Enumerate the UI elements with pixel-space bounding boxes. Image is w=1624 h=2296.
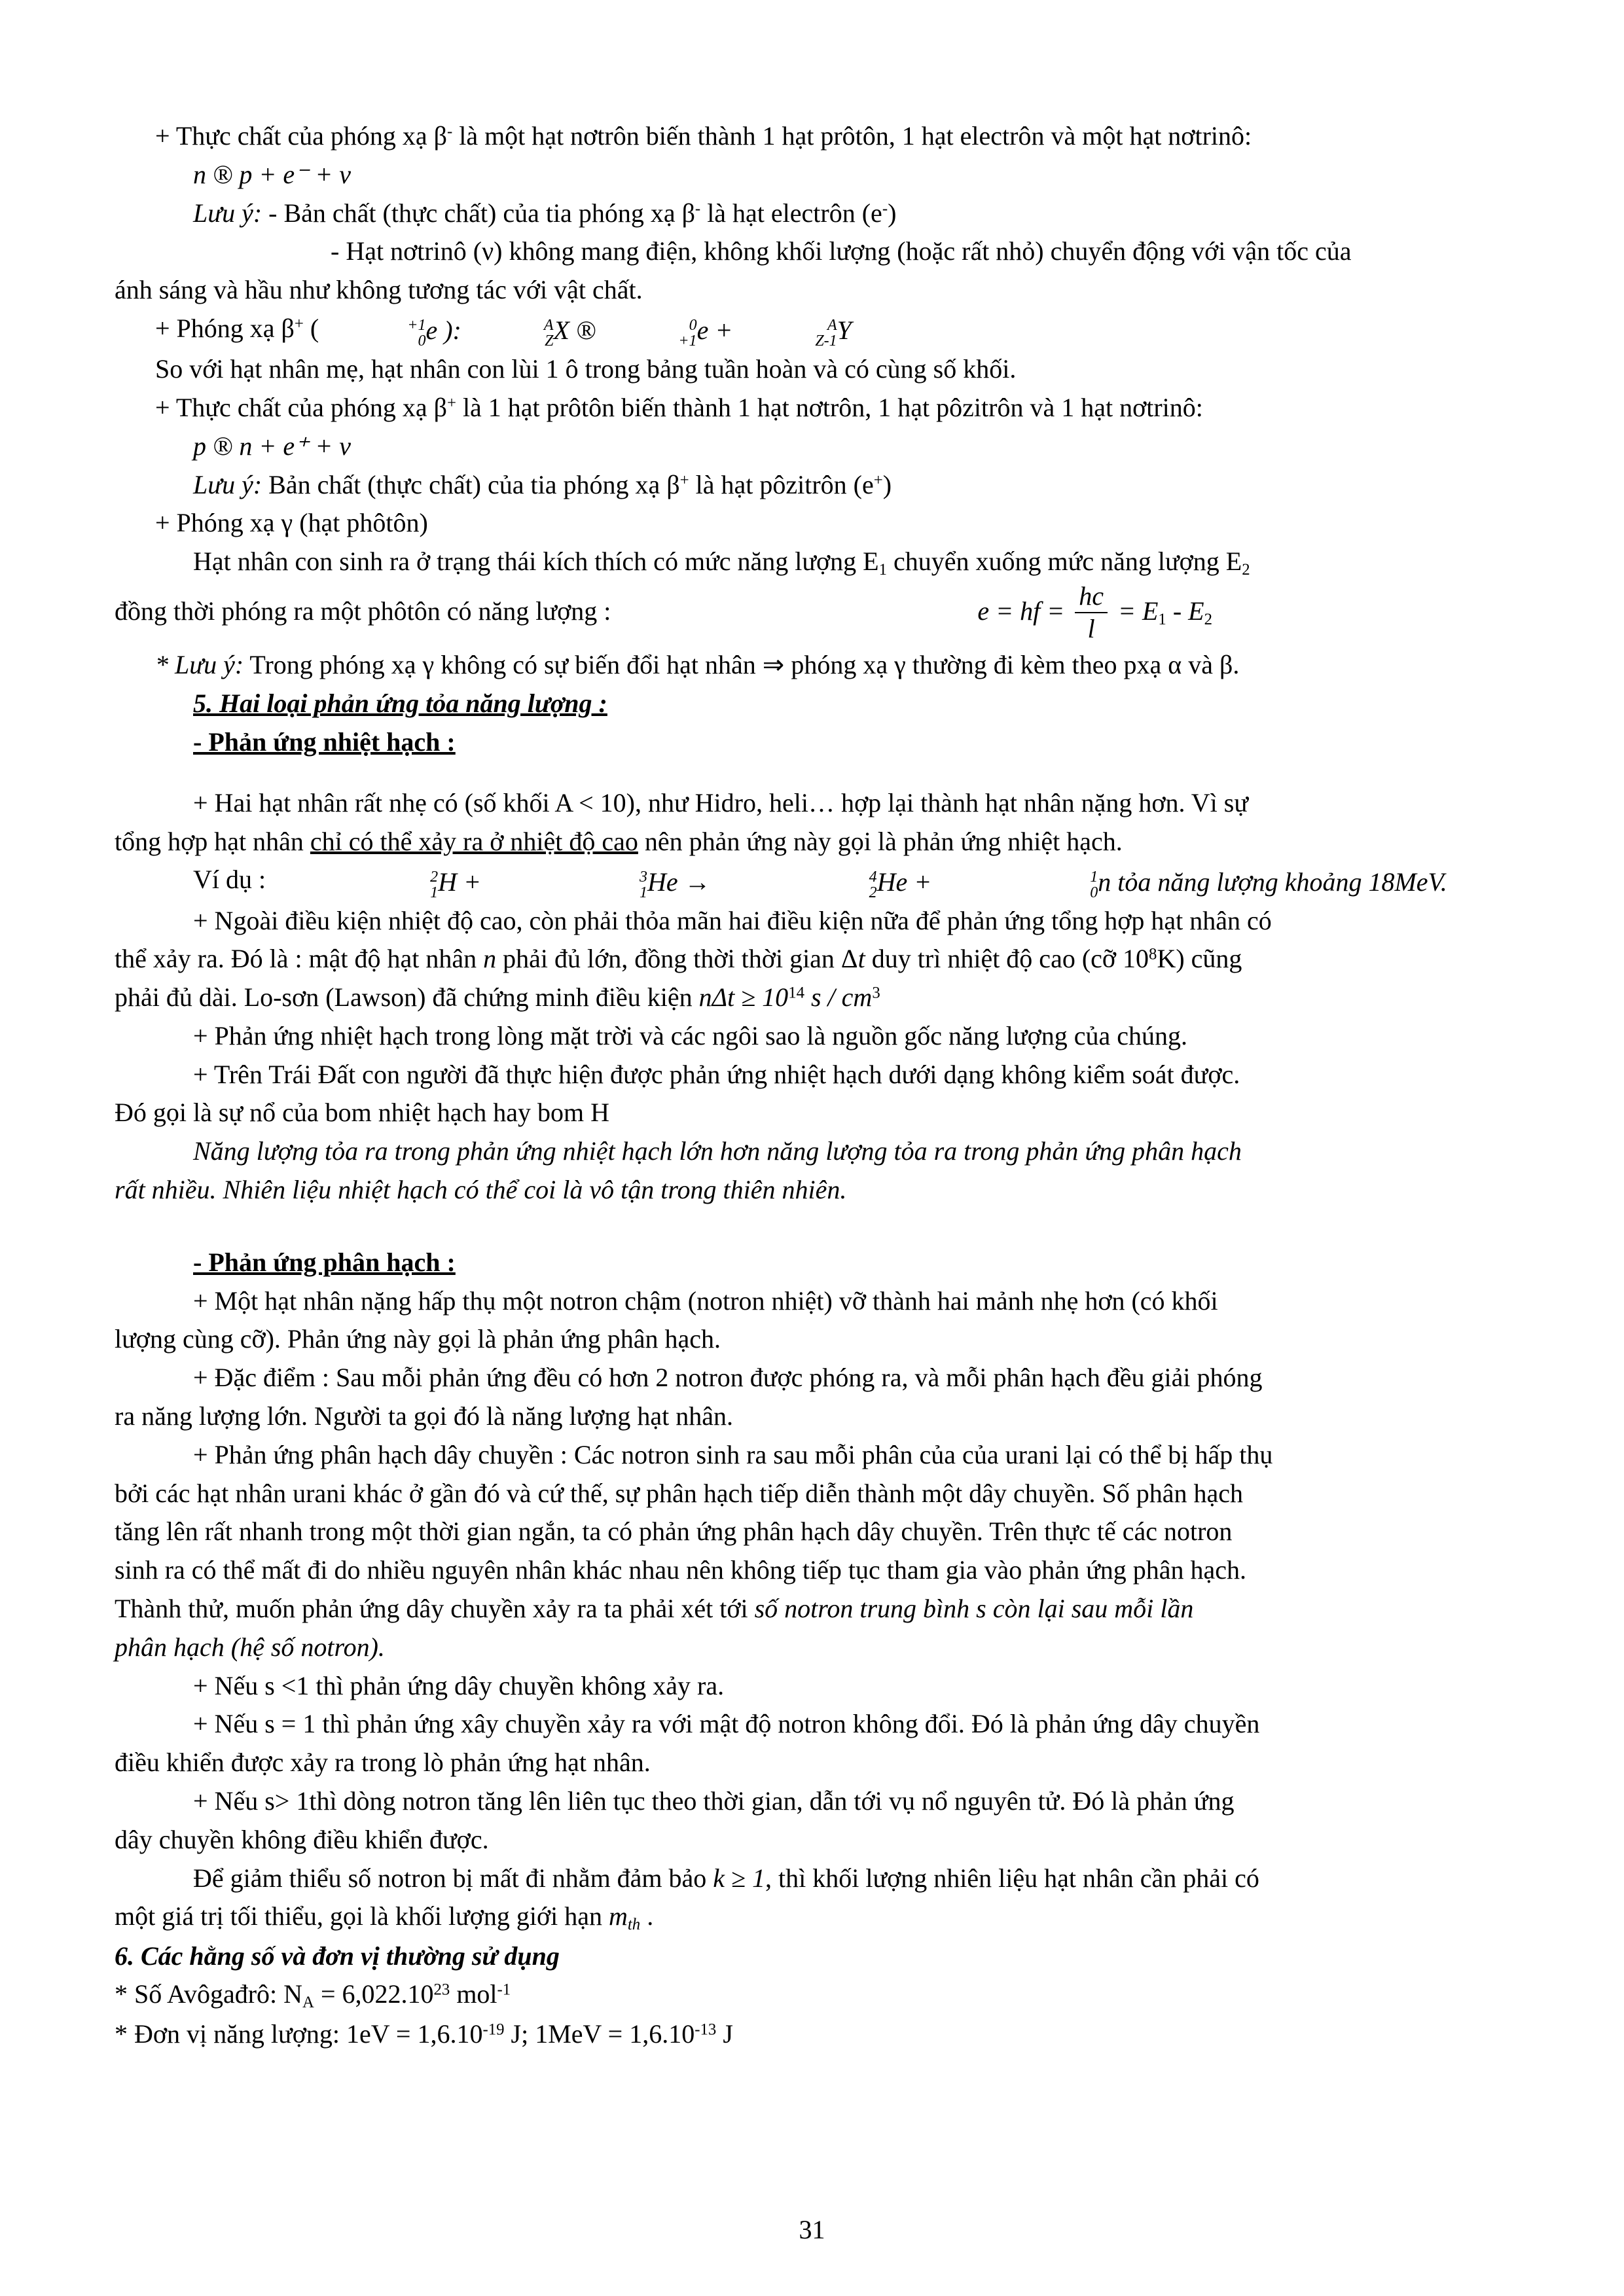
paragraph-gamma-levels	[115, 543, 1509, 581]
paragraph-note-2	[115, 467, 1509, 504]
nuclide-indices: 0 +1	[678, 317, 697, 350]
text-run: (	[303, 313, 326, 343]
text-run: ra năng lượng lớn. Người ta gọi đó là năng lượng hạt nhân.	[115, 1401, 734, 1431]
equation-beta-plus-decay	[115, 428, 1509, 465]
subscript: th	[627, 1916, 641, 1934]
paragraph-beta-plus-equation	[115, 310, 1509, 350]
heading-text: 5. Hai loại phản ứng tỏa năng lượng :	[193, 689, 607, 719]
text-run: * Số Avôgađrô: N	[115, 1979, 303, 2009]
paragraph-chain-2	[115, 1475, 1509, 1513]
text-run: sinh ra có thể mất đi do nhiều nguyên nhân khác nhau nên không tiếp tục tham gia vào phản ứng phân hạch.	[115, 1555, 1247, 1585]
text-run: - Bản chất (thực chất) của tia phóng xạ β	[262, 198, 695, 228]
nuclide-indices: 3 1	[640, 868, 648, 901]
text-run: Để giảm thiểu số notron bị mất đi nhằm đảm bảo	[193, 1863, 713, 1893]
page-number: 31	[799, 2215, 825, 2244]
equation-rhs: = E	[1111, 596, 1159, 626]
heading-text: - Phản ứng nhiệt hạch :	[193, 726, 456, 757]
paragraph-photon-energy	[115, 583, 1509, 645]
text-run: + Hai hạt nhân rất nhẹ có (số khối A < 10), như Hidro, heli… hợp lại thành hạt nhân nặng hơn. Vì sự	[193, 787, 1249, 817]
nuclide-symbol: e +	[696, 315, 733, 346]
nuclide-X	[463, 312, 596, 350]
paragraph-gamma-heading	[115, 505, 1509, 542]
nuclide-neutron	[933, 864, 1447, 901]
nuclide-symbol: n tỏa năng lượng khoảng 18MeV.	[1098, 867, 1447, 897]
nuclide-symbol: H +	[438, 867, 482, 897]
equation-photon-energy	[977, 583, 1212, 645]
text-run: .	[640, 1901, 654, 1931]
superscript: +	[679, 471, 689, 490]
text-run: Bản chất (thực chất) của tia phóng xạ β	[262, 469, 680, 499]
text-run: + Nếu s = 1 thì phản ứng xây chuyền xảy ra với mật độ notron không đổi. Đó là phản ứng dây chuyền	[193, 1709, 1260, 1739]
subscript: 2	[1204, 611, 1212, 629]
text-run: phải đủ dài. Lo-sơn (Lawson) đã chứng minh điều kiện	[115, 982, 699, 1013]
paragraph-fusion-conditions-2	[115, 941, 1509, 978]
text-run: Ví dụ :	[193, 865, 273, 895]
underlined-text: chỉ có thể xảy ra ở nhiệt độ cao	[310, 826, 638, 856]
text-run: là hạt pôzitrôn (e	[689, 469, 874, 499]
paragraph-fusion-example	[115, 861, 1509, 901]
paragraph-fission-features-2	[115, 1398, 1509, 1435]
text-run: + Thực chất của phóng xạ β	[155, 392, 447, 422]
subscript: A	[302, 1994, 314, 2012]
superscript: 3	[872, 984, 880, 1002]
paragraph-s-equal-1b	[115, 1744, 1509, 1782]
superscript: +	[873, 471, 883, 490]
paragraph-note-3	[115, 647, 1509, 684]
paragraph-critical-mass-2	[115, 1898, 1509, 1936]
paragraph-fusion-earth-1	[115, 1056, 1509, 1094]
nuclide-indices: 2 1	[430, 868, 439, 901]
nuclide-helium4	[712, 864, 932, 901]
text-run: ánh sáng và hầu như không tương tác với vật chất.	[115, 275, 643, 305]
text-run: phải đủ lớn, đồng thời thời gian Δ	[496, 944, 858, 974]
paragraph-beta-plus-nature	[115, 389, 1509, 427]
note-label: Lưu ý:	[193, 469, 262, 499]
text-run: thể xảy ra. Đó là : mật độ hạt nhân	[115, 944, 484, 974]
nuclide-symbol: He +	[876, 867, 932, 897]
nuclide-indices: 4 2	[869, 868, 877, 901]
text-run: dây chuyền không điều khiển được.	[115, 1824, 489, 1854]
text-run: là 1 hạt prôtôn biến thành 1 hạt nơtrôn, 1 hạt pôzitrôn và 1 hạt nơtrinô:	[456, 392, 1203, 422]
paragraph-fission-1	[115, 1283, 1509, 1320]
paragraph-lawson	[115, 979, 1509, 1016]
nuclide-positron	[326, 312, 461, 350]
paragraph-fusion-2	[115, 823, 1509, 861]
text-run: + Thực chất của phóng xạ β	[155, 121, 447, 151]
paragraph-s-greater-1a	[115, 1783, 1509, 1820]
text-run: = 6,022.10	[314, 1979, 434, 2009]
text-run: lượng cùng cỡ). Phản ứng này gọi là phản ứng phân hạch.	[115, 1324, 721, 1354]
math-variable-m: m	[609, 1901, 628, 1931]
superscript: -	[695, 200, 701, 218]
superscript: -1	[497, 1981, 511, 1999]
math-lawson: nΔt ≥ 10	[698, 982, 789, 1013]
subscript: 1	[878, 561, 888, 579]
math-condition-k: k ≥ 1	[713, 1863, 766, 1893]
text-run: - Hạt nơtrinô (ν) không mang điện, không khối lượng (hoặc rất nhỏ) chuyển động với vận tốc của	[331, 236, 1352, 266]
paragraph-chain-4	[115, 1552, 1509, 1589]
heading-text: - Phản ứng phân hạch :	[193, 1247, 456, 1277]
nuclide-helium3	[482, 864, 711, 901]
text-run: + Đặc điểm : Sau mỗi phản ứng đều có hơn 2 notron được phóng ra, và mỗi phân hạch đều giải phóng	[193, 1363, 1263, 1393]
paragraph-neutrino-2	[115, 272, 1509, 309]
text-run: đồng thời phóng ra một phôtôn có năng lượng :	[115, 596, 611, 626]
text-run: mol	[450, 1979, 497, 2009]
spacer	[115, 762, 1509, 785]
superscript: 23	[433, 1981, 450, 1999]
paragraph-critical-mass-1	[115, 1860, 1509, 1897]
paragraph-avogadro	[115, 1976, 1509, 2014]
paragraph-chain-3	[115, 1513, 1509, 1551]
subscript: 1	[1158, 611, 1166, 629]
text-run: + Nếu s <1 thì phản ứng dây chuyền không xảy ra.	[193, 1670, 725, 1700]
superscript: +	[294, 315, 304, 333]
fraction-denominator: l	[1087, 614, 1095, 644]
nuclide-hydrogen	[273, 864, 481, 901]
superscript: 14	[788, 984, 804, 1002]
text-run: bởi các hạt nhân urani khác ở gần đó và cứ thế, sự phân hạch tiếp diễn thành một dây chuyền. Số phân hạch	[115, 1478, 1244, 1508]
text-run: K) cũng	[1157, 944, 1242, 974]
paragraph-compare-parent	[115, 351, 1509, 388]
nuclide-symbol: Y	[837, 315, 852, 346]
superscript: -13	[695, 2020, 717, 2039]
italic-text: số notron trung bình s còn lại sau mỗi lần	[754, 1594, 1194, 1624]
text-run: J	[716, 2018, 733, 2049]
paragraph-s-equal-1a	[115, 1706, 1509, 1743]
math-variable-n: n	[483, 944, 497, 974]
subscript: 2	[1242, 561, 1250, 579]
heading-section-6	[115, 1938, 1509, 1975]
heading-thermonuclear	[115, 724, 1509, 761]
text-run: )	[882, 469, 892, 499]
paragraph-fusion-conditions-1	[115, 903, 1509, 940]
paragraph-s-less-1	[115, 1668, 1509, 1705]
equation-lhs: e = hf =	[977, 596, 1072, 626]
paragraph-chain-5	[115, 1590, 1509, 1628]
superscript: -	[882, 200, 888, 218]
nuclide-indices: A Z	[543, 317, 554, 350]
text-run: Hạt nhân con sinh ra ở trạng thái kích thích có mức năng lượng E	[193, 547, 879, 577]
document-body	[115, 118, 1509, 2053]
text-run: + Một hạt nhân nặng hấp thụ một notron chậm (notron nhiệt) vỡ thành hai mảnh nhẹ hơn (có khối	[193, 1285, 1218, 1316]
superscript: -	[446, 122, 453, 141]
text-run: là một hạt nơtrôn biến thành 1 hạt prôtôn, 1 hạt electrôn và một hạt nơtrinô:	[452, 121, 1252, 151]
paragraph-fission-features-1	[115, 1359, 1509, 1397]
fraction-hc-lambda	[1075, 581, 1108, 644]
spacer	[115, 1210, 1509, 1244]
text-run: Thành thử, muốn phản ứng dây chuyền xảy ra ta phải xét tới	[115, 1594, 755, 1624]
text-run: So với hạt nhân mẹ, hạt nhân con lùi 1 ô trong bảng tuần hoàn và có cùng số khối.	[155, 354, 1017, 384]
text-run: duy trì nhiệt độ cao (cỡ 10	[865, 944, 1149, 974]
paragraph-fusion-italic-2	[115, 1172, 1509, 1209]
text-run: , thì khối lượng nhiên liệu hạt nhân cần phải có	[765, 1863, 1259, 1893]
superscript: +	[446, 394, 456, 412]
nuclide-indices: A Z-1	[815, 317, 837, 350]
text-run: một giá trị tối thiểu, gọi là khối lượng giới hạn	[115, 1901, 609, 1931]
paragraph-note-1	[115, 195, 1509, 232]
note-label: Lưu ý:	[193, 198, 262, 228]
nuclide-symbol: e ):	[425, 315, 461, 346]
paragraph-s-greater-1b	[115, 1821, 1509, 1859]
equation-beta-minus-decay	[115, 156, 1509, 194]
fraction-numerator: hc	[1075, 581, 1108, 613]
text-run: + Trên Trái Đất con người đã thực hiện được phản ứng nhiệt hạch dưới dạng không kiểm soát được.	[193, 1059, 1240, 1089]
paragraph-fusion-earth-2	[115, 1094, 1509, 1132]
superscript: -19	[482, 2020, 505, 2039]
text-run: Trong phóng xạ γ không có sự biến đổi hạt nhân ⇒ phóng xạ γ thường đi kèm theo pxạ α và β.	[244, 650, 1240, 680]
text-run: tăng lên rất nhanh trong một thời gian ngắn, ta có phản ứng phân hạch dây chuyền. Trên thực tế các notron	[115, 1516, 1233, 1547]
italic-text: Năng lượng tỏa ra trong phản ứng nhiệt hạch lớn hơn năng lượng tỏa ra trong phản ứng phân hạch	[193, 1136, 1242, 1166]
text-run: + Phản ứng nhiệt hạch trong lòng mặt trời và các ngôi sao là nguồn gốc năng lượng của chúng.	[193, 1020, 1187, 1050]
paragraph-energy-units	[115, 2016, 1509, 2053]
text-run: + Phóng xạ γ (hạt phôtôn)	[155, 508, 428, 538]
italic-text: rất nhiều. Nhiên liệu nhiệt hạch có thể coi là vô tận trong thiên nhiên.	[115, 1175, 847, 1205]
nuclide-symbol: X ®	[553, 315, 596, 346]
paragraph-beta-minus-nature	[115, 118, 1509, 155]
paragraph-fusion-1	[115, 785, 1509, 822]
text-run: điều khiển được xảy ra trong lò phản ứng hạt nhân.	[115, 1748, 651, 1778]
text-run: tổng hợp hạt nhân	[115, 826, 310, 856]
math-unit: s / cm	[804, 982, 873, 1013]
paragraph-neutrino-1	[115, 233, 1509, 270]
nuclide-symbol: He →	[647, 867, 711, 897]
paragraph-fusion-italic-1	[115, 1133, 1509, 1170]
nuclide-indices: 1 0	[1090, 868, 1098, 901]
heading-fission	[115, 1244, 1509, 1282]
note-label: * Lưu ý:	[155, 650, 244, 680]
paragraph-chain-6	[115, 1629, 1509, 1666]
text-run: chuyển xuống mức năng lượng E	[887, 547, 1242, 577]
italic-text: phân hạch (hệ số notron).	[115, 1632, 385, 1662]
text-run: + Nếu s> 1thì dòng notron tăng lên liên tục theo thời gian, dẫn tới vụ nổ nguyên tử. Đó là phản ứng	[193, 1786, 1235, 1816]
nuclide-indices: +1 0	[407, 317, 426, 350]
text-run: + Ngoài điều kiện nhiệt độ cao, còn phải thỏa mãn hai điều kiện nữa để phản ứng tổng hợp hạt nhân có	[193, 905, 1272, 935]
paragraph-chain-1	[115, 1437, 1509, 1474]
math-variable-t: t	[857, 944, 865, 974]
equation-text: n ® p + e⁻ + ν	[193, 159, 351, 189]
heading-text: 6. Các hằng số và đơn vị thường sử dụng	[115, 1941, 560, 1971]
paragraph-fission-2	[115, 1321, 1509, 1358]
text-run: J; 1MeV = 1,6.10	[504, 2018, 695, 2049]
equation-minus: - E	[1166, 596, 1204, 626]
paragraph-fusion-stars	[115, 1018, 1509, 1055]
nuclide-Y	[734, 312, 852, 350]
text-run: + Phóng xạ β	[155, 313, 295, 343]
text-run: * Đơn vị năng lượng: 1eV = 1,6.10	[115, 2018, 483, 2049]
text-run: nên phản ứng này gọi là phản ứng nhiệt hạch.	[638, 826, 1123, 856]
text-run: Đó gọi là sự nổ của bom nhiệt hạch hay bom H	[115, 1098, 609, 1128]
equation-text: p ® n + e⁺ + ν	[193, 431, 351, 461]
superscript: 8	[1149, 945, 1157, 963]
heading-section-5	[115, 685, 1509, 723]
nuclide-positron-2	[597, 312, 732, 350]
text-run: là hạt electrôn (e	[700, 198, 882, 228]
text-run: )	[888, 198, 897, 228]
text-run: + Phản ứng phân hạch dây chuyền : Các notron sinh ra sau mỗi phân của của urani lại có thể bị hấp thụ	[193, 1439, 1273, 1469]
